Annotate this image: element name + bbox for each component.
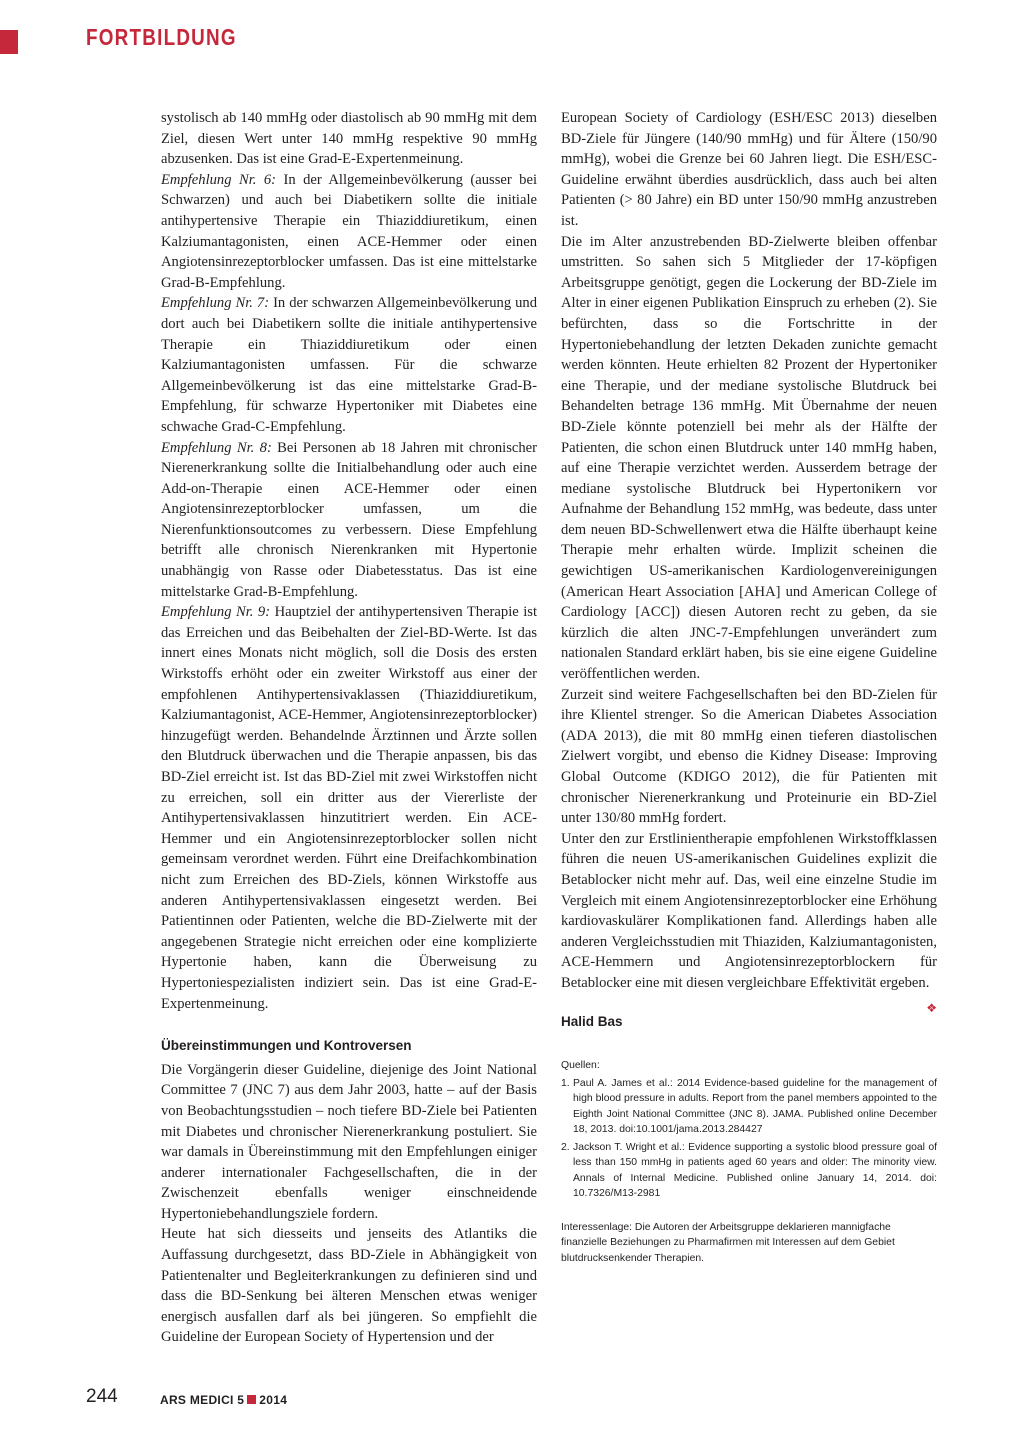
subheading: Übereinstimmungen und Kontroversen (161, 1038, 412, 1054)
paragraph-recommendation-8 (161, 438, 537, 603)
page-number: 244 (86, 1386, 118, 1407)
reference-number: 1. (561, 1077, 570, 1089)
journal-name: ARS MEDICI 5 (160, 1393, 245, 1407)
reference-item (561, 1140, 937, 1202)
section-color-tab (0, 30, 18, 54)
reference-text: Jackson T. Wright et al.: Evidence supporting a systolic blood pressure goal of less than 150 mmHg in patients aged 60 years and older: The minority view. Annals of Internal Medicine. Published online January 14, 2014. doi: 10.7326/M13-2981 (573, 1141, 937, 1200)
paragraph: Die Vorgängerin dieser Guideline, diejenige des Joint National Committee 7 (JNC 7) aus dem Jahr 2003, hatte – auf der Basis von Beobachtungsstudien – noch tiefere BD-Ziele bei Patienten mit Diabetes und chronischer Nierenerkrankung postuliert. Sie war damals in Übereinstimmung mit den Empfehlungen einiger anderer internationaler Fachgesellschaften, die in der Zwischenzeit ebenfalls weniger einschneidende Hypertoniebehandlungsziele fordern. (161, 1061, 537, 1222)
paragraph-final (561, 829, 937, 1015)
paragraph-recommendation-7 (161, 293, 537, 437)
recommendation-text: In der Allgemeinbevölkerung (ausser bei Schwarzen) und auch bei Diabetikern sollte die initiale antihypertensive Therapie ein Thiaziddiuretikum, einen Kalziumantagonisten, einen ACE-Hemmer oder einen Angiotensinrezeptorblocker umfassen. Das ist eine mittelstarke Grad-B-Empfehlung. (161, 171, 538, 291)
reference-number: 2. (561, 1141, 570, 1153)
paragraph: European Society of Cardiology (ESH/ESC 2013) dieselben BD-Ziele für Jüngere (140/90 mmHg) und für Ältere (150/90 mmHg), wobei die Grenze bei 60 Jahren liegt. Die ESH/ESC-Guideline erwähnt überdies ausdrücklich, dass auch bei alten Patienten (> 80 Jahre) ein BD unter 150/90 mmHg anzustreben ist. (561, 110, 937, 229)
recommendation-text: Hauptziel der antihypertensiven Therapie ist das Erreichen und das Beibehalten der Ziel-BD-Werte. Ist das innert eines Monats nicht möglich, soll die Dosis des ersten Wirkstoffs erhöht oder ein zweiter Wirkstoff aus einer der empfohlenen Antihypertensivaklassen (Thiaziddiuretikum, Kalziumantagonist, ACE-Hemmer, Angiotensinrezeptorblocker) hinzugefügt werden. Behandelnde Ärztinnen und Ärzte sollen den Blutdruck überwachen und die Therapie anpassen, bis das BD-Ziel erreicht ist. Ist das BD-Ziel mit zwei Wirkstoffen nicht zu erreichen, soll ein dritter aus der Viererliste der Antihypertensivaklassen hinzutitriert werden. Ein ACE-Hemmer und ein Angiotensinrezeptorblocker sollen nicht gemeinsam verordnet werden. Führt eine Dreifachkombination nicht zum Erreichen des BD-Ziels, können Wirkstoffe aus anderen Antihypertensivaklassen eingesetzt werden. Bei Patientinnen oder Patienten, welche die BD-Zielwerte mit der angegebenen Strategie nicht erreichen oder eine komplizierte Hypertonie haben, kann die Überweisung zu Hypertoniespezialisten indiziert sein. Das ist eine Grad-E-Expertenmeinung. (161, 604, 537, 1012)
right-column (561, 108, 937, 1266)
paragraph-recommendation-9 (161, 602, 537, 1014)
recommendation-label: Empfehlung Nr. 6: (161, 171, 277, 188)
journal-year: 2014 (259, 1393, 288, 1407)
references-title: Quellen: (561, 1060, 600, 1072)
section-title: FORTBILDUNG (86, 24, 237, 50)
journal-footer (160, 1393, 287, 1407)
paragraph: Zurzeit sind weitere Fachgesellschaften bei den BD-Zielen für ihre Klientel strenger. So die American Diabetes Association (ADA 2013), die mit 80 mmHg einen tieferen diastolischen Zielwert vorgibt, und ebenso die Kidney Disease: Improving Global Outcome (KDIGO 2012), die für Patienten mit chronischer Nierenerkrankung und Proteinurie ein BD-Ziel unter 130/80 mmHg fordert. (561, 686, 937, 827)
recommendation-text: In der schwarzen Allgemeinbevölkerung und dort auch bei Diabetikern sollte die initiale antihypertensive Therapie ein Thiaziddiuretikum oder einen Kalziumantagonisten umfassen. Für die schwarze Allgemeinbevölkerung ist das eine mittelstarke Grad-B-Empfehlung, für schwarze Hypertoniker mit Diabetes eine schwache Grad-C-Empfehlung. (161, 295, 537, 435)
recommendation-text: Bei Personen ab 18 Jahren mit chronischer Nierenerkrankung sollte die Initialbehandlung oder auch eine Add-on-Therapie einen ACE-Hemmer oder einen Angiotensinrezeptorblocker umfassen, um die Nierenfunktionsoutcomes zu verbessern. Diese Empfehlung betrifft alle chronisch Nierenkranken mit Hypertonie unabhängig von Rasse oder Diabetesstatus. Das ist eine mittelstarke Grad-B-Empfehlung. (161, 439, 538, 600)
end-of-article-icon: ❖ (926, 1000, 937, 1015)
reference-item (561, 1076, 937, 1138)
paragraph: Heute hat sich diesseits und jenseits des Atlantiks die Auffassung durchgesetzt, dass BD-Ziele in Abhängigkeit von Patientenalter und Begleiterkrankungen zu definieren sind und dass die BD-Senkung bei älteren Menschen etwas weniger energisch ausfallen darf als bei jüngeren. So empfiehlt die Guideline der European Society of Hypertension und der (161, 1226, 537, 1346)
recommendation-label: Empfehlung Nr. 9: (161, 604, 271, 621)
recommendation-label: Empfehlung Nr. 7: (161, 295, 270, 312)
reference-text: Paul A. James et al.: 2014 Evidence-based guideline for the management of high blood pressure in adults. Report from the panel members appointed to the Eighth Joint National Committee (JNC 8). JAMA. Published online December 18, 2013. doi:10.1001/jama.2013.284427 (573, 1077, 937, 1136)
recommendation-label: Empfehlung Nr. 8: (161, 439, 272, 456)
paragraph-recommendation-6 (161, 170, 537, 294)
left-column (161, 108, 537, 1348)
paragraph: Die im Alter anzustrebenden BD-Zielwerte bleiben offenbar umstritten. So sahen sich 5 Mitglieder der 17-köpfigen Arbeitsgruppe genötigt, gegen die Lockerung der BD-Ziele im Alter in einer eigenen Publikation Einspruch zu erheben (2). Sie befürchten, dass so die Fortschritte in der Hypertoniebehandlung der letzten Dekaden zunichte gemacht werden könnten. Heute erhielten 82 Prozent der Hypertoniker eine Therapie, und der mediane systolische Blutdruck bei Behandelten betrage 136 mmHg. Mit Übernahme der neuen BD-Ziele könnte potenziell bei mehr als der Hälfte der Patienten, die schon einen Blutdruck unter 140 mmHg haben, auf eine Therapie verzichtet werden. Ausserdem betrage der mediane systolische Blutdruck bei Hypertonikern vor Aufnahme der Behandlung 152 mmHg, was bedeute, dass unter dem neuen BD-Schwellenwert etwa die Hälfte überhaupt keine Therapie mehr erhalten würde. Implizit scheinen die gewichtigen US-amerikanischen Kardiologenvereinigungen (American Heart Association [AHA] und American College of Cardiology [ACC]) diesen Autoren recht zu geben, da sie kürzlich die alten JNC-7-Empfehlungen unverändert zum nationalen Standard erklärt haben, bis sie eine eigene Guideline veröffentlichen werden. (561, 233, 937, 683)
footer-square-icon (247, 1395, 256, 1404)
author-name: Halid Bas (561, 1013, 623, 1029)
paragraph-text: Unter den zur Erstlinientherapie empfohlenen Wirkstoffklassen führen die neuen US-amerikanischen Guidelines explizit die Betablocker nicht mehr auf. Das, weil eine einzelne Studie im Vergleich mit einem Angiotensinrezeptorblocker eine Erhöhung kardiovaskulärer Komplikationen fand. Allerdings haben alle anderen Vergleichsstudien mit Thiaziden, Kalziumantagonisten, ACE-Hemmern und Angiotensinrezeptorblockern für Betablocker eine mit diesen vergleichbare Effektivität ergeben. (561, 830, 937, 991)
references (561, 1058, 937, 1202)
paragraph: systolisch ab 140 mmHg oder diastolisch ab 90 mmHg mit dem Ziel, diesen Wert unter 140 mmHg respektive 90 mmHg abzusenken. Das ist eine Grad-E-Expertenmeinung. (161, 110, 537, 168)
conflict-of-interest-note: Interessenlage: Die Autoren der Arbeitsgruppe deklarieren mannigfache finanzielle Beziehungen zu Pharmafirmen mit Interessen auf dem Gebiet blutdrucksenkender Therapien. (561, 1221, 895, 1264)
